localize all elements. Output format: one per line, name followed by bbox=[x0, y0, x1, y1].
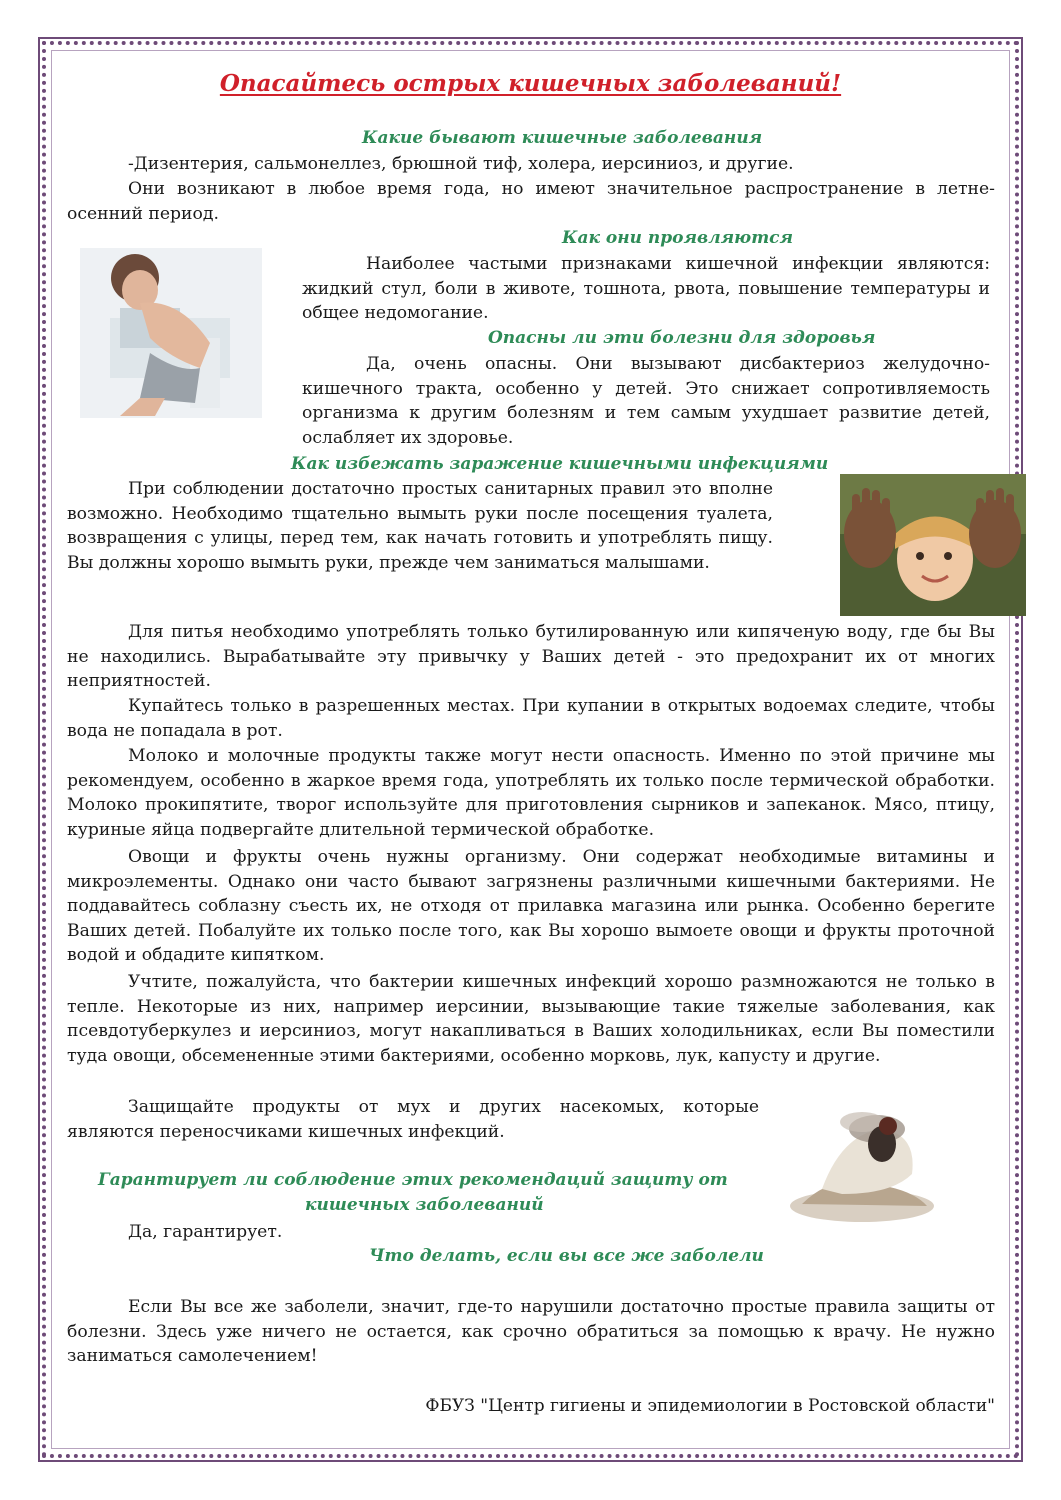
fly-photo bbox=[782, 1094, 942, 1230]
prevention-vegetables: Овощи и фрукты очень нужны организму. Они содержат необходимые витамины и микроэлементы. Однако они часто бывают загрязнены различными кишечными бактериями. Не поддавайтесь соблазну съесть их, не отходя от прилавка магазина или рынка. Особенно берегите Ваших детей. Побалуйте их только после того, как Вы хорошо вымоете овощи и фрукты проточной водой и обдадите кипятком. bbox=[67, 847, 995, 966]
danger-text: Да, очень опасны. Они вызывают дисбактериоз желудочно-кишечного тракта, особенно у детей. Это снижает сопротивляемость организма к другим болезням и тем самым ухудшает развитие детей, ослабляет их здоровье. bbox=[302, 354, 990, 448]
heading-ill: Что делать, если вы все же заболели bbox=[369, 1246, 764, 1266]
heading-guarantee-line1: Гарантирует ли соблюдение этих рекомендаций защиту от bbox=[98, 1170, 728, 1190]
page-title: Опасайтесь острых кишечных заболеваний! bbox=[219, 70, 842, 97]
symptoms-text: Наиболее частыми признаками кишечной инфекции являются: жидкий стул, боли в животе, тошнота, рвота, повышение температуры и общее недомогание. bbox=[302, 254, 990, 324]
prevention-milk: Молоко и молочные продукты также могут нести опасность. Именно по этой причине мы рекомендуем, особенно в жаркое время года, употреблять их только после термической обработки. Молоко прокипятите, творог используйте для приготовления сырников и запеканок. Мясо, птицу, куриные яйца подвергайте длительной термической обработке. bbox=[67, 746, 995, 840]
kinds-list: -Дизентерия, сальмонеллез, брюшной тиф, холера, иерсиниоз, и другие. bbox=[128, 154, 794, 174]
ill-text: Если Вы все же заболели, значит, где-то нарушили достаточно простые правила защиты от болезни. Здесь уже ничего не остается, как срочно обратиться за помощью к врачу. Не нужно заниматься самолечением! bbox=[67, 1297, 995, 1367]
footer-organization: ФБУЗ "Центр гигиены и эпидемиологии в Ростовской области" bbox=[425, 1396, 995, 1416]
prevention-hands: При соблюдении достаточно простых санитарных правил это вполне возможно. Необходимо тщательно вымыть руки после посещения туалета, возвращения с улицы, перед тем, как начать готовить и употреблять пищу. Вы должны хорошо вымыть руки, прежде чем заниматься малышами. bbox=[67, 479, 773, 573]
prevention-swimming: Купайтесь только в разрешенных местах. При купании в открытых водоемах следите, чтобы вода не попадала в рот. bbox=[67, 696, 995, 741]
heading-guarantee-line2: кишечных заболеваний bbox=[305, 1195, 544, 1215]
prevention-fridge: Учтите, пожалуйста, что бактерии кишечных инфекций хорошо размножаются не только в тепле. Некоторые из них, например иерсинии, вызывающие такие тяжелые заболевания, как псевдотуберкулез и иерсиниоз, могут накапливаться в Ваших холодильниках, если Вы поместили туда овощи, обсемененные этими бактериями, особенно морковь, лук, капусту и другие. bbox=[67, 972, 995, 1066]
sick-man-photo bbox=[80, 248, 262, 418]
heading-kinds: Какие бывают кишечные заболевания bbox=[362, 128, 763, 148]
prevention-water: Для питья необходимо употреблять только бутилированную или кипяченую воду, где бы Вы не находились. Вырабатывайте эту привычку у Ваших детей - это предохранит их от многих неприятностей. bbox=[67, 622, 995, 692]
heading-prevention: Как избежать заражение кишечными инфекциями bbox=[291, 454, 829, 474]
guarantee-answer: Да, гарантирует. bbox=[128, 1222, 283, 1242]
kinds-season: Они возникают в любое время года, но имеют значительное распространение в летне-осенний период. bbox=[67, 179, 995, 224]
heading-danger: Опасны ли эти болезни для здоровья bbox=[488, 328, 876, 348]
prevention-flies: Защищайте продукты от мух и других насекомых, которые являются переносчиками кишечных инфекций. bbox=[67, 1097, 759, 1142]
dirty-hands-photo bbox=[840, 474, 1026, 616]
heading-symptoms: Как они проявляются bbox=[562, 228, 794, 248]
